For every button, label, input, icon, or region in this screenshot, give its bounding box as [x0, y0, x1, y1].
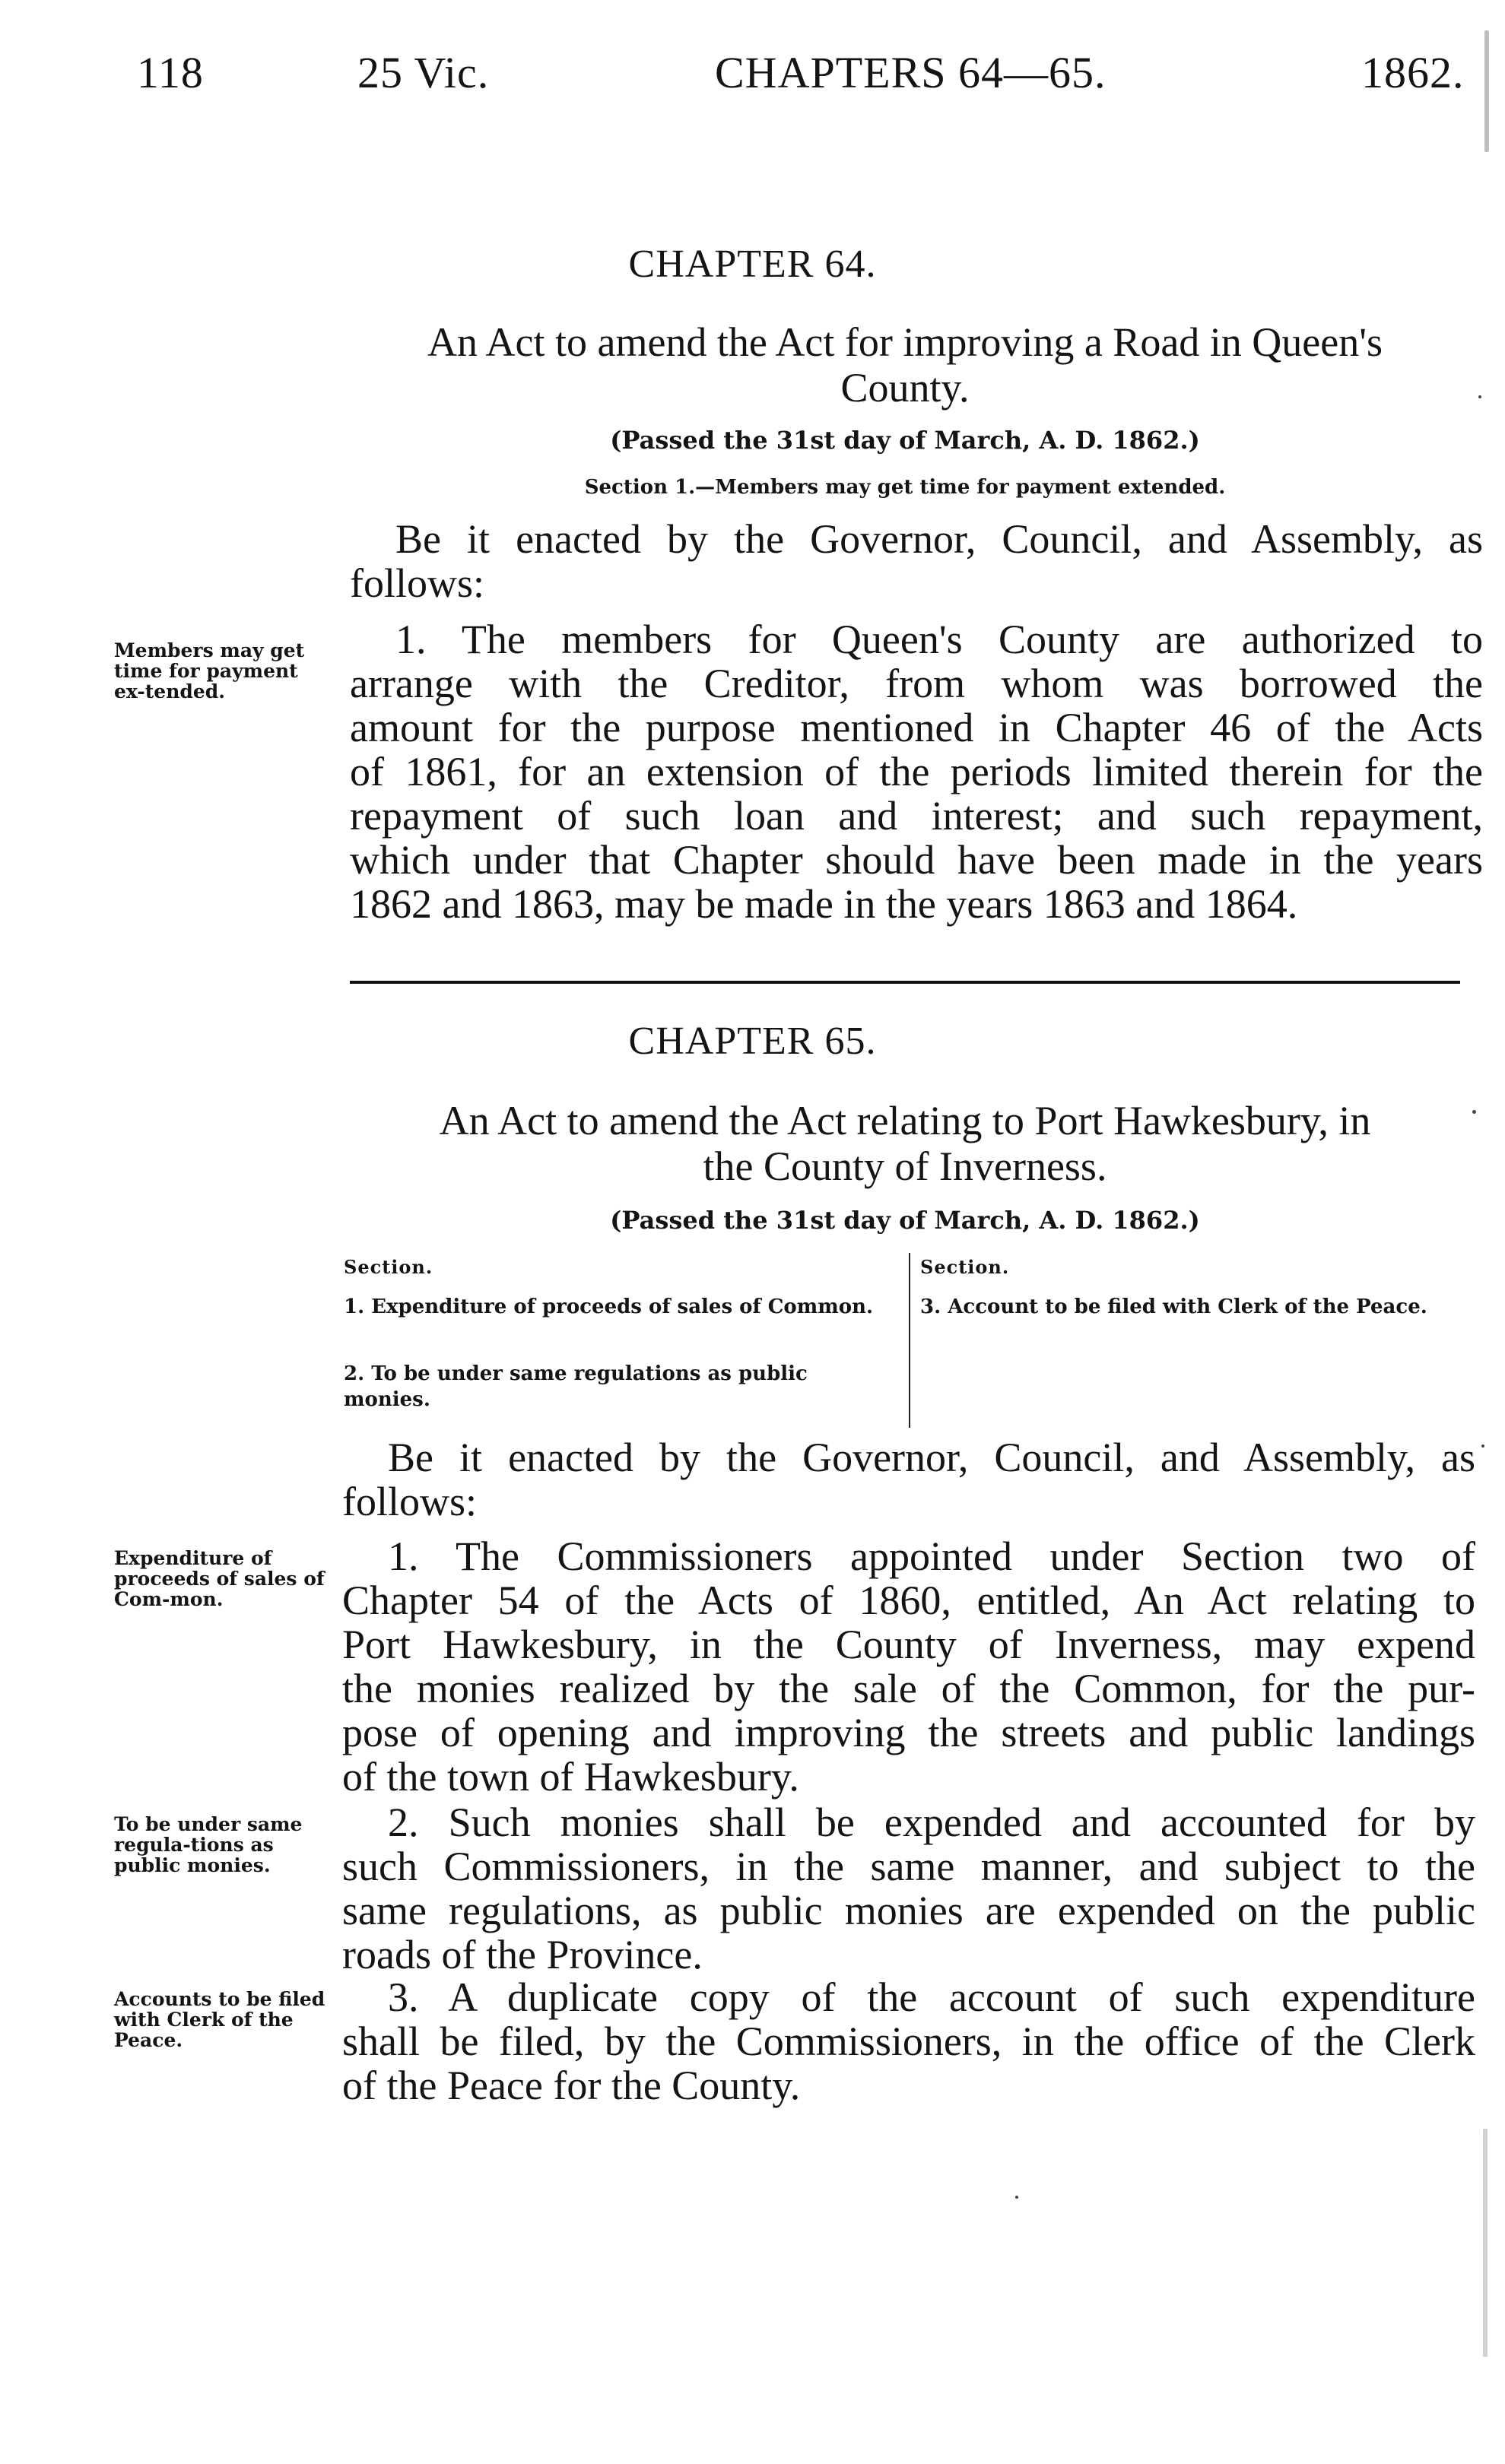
text-line: of 1861, for an extension of the periods limited therein for the	[350, 749, 1483, 794]
chapter-65-heading: CHAPTER 65.	[628, 1020, 877, 1063]
scan-artifact	[1484, 30, 1489, 152]
chapter-64-enacting-clause	[350, 517, 1483, 605]
scan-artifact	[1483, 2129, 1488, 2357]
text-line: Be it enacted by the Governor, Council, and Assembly, as	[388, 1435, 1475, 1480]
text-line: same regulations, as public monies are expended on the public	[342, 1888, 1475, 1933]
text-line: 1862 and 1863, may be made in the years 1863 and 1864.	[350, 881, 1298, 927]
text-line: Be it enacted by the Governor, Council, and Assembly, as	[395, 516, 1483, 562]
text-line: arrange with the Creditor, from whom was borrowed the	[350, 661, 1483, 706]
chapter-65-passed-date: (Passed the 31st day of March, A. D. 1862.)	[610, 1206, 1200, 1235]
section-table-entry-3: 3. Account to be filed with Clerk of the Peace.	[920, 1295, 1427, 1318]
margin-note-expenditure: Expenditure of proceeds of sales of Com-mon.	[114, 1547, 325, 1610]
chapter-divider-rule	[350, 981, 1460, 984]
text-line: Chapter 54 of the Acts of 1860, entitled, An Act relating to	[342, 1578, 1475, 1623]
chapter-65-section-2	[342, 1800, 1475, 1977]
text-line: 1. The members for Queen's County are authorized to	[395, 617, 1483, 662]
section-table-entry-1: 1. Expenditure of proceeds of sales of Common.	[344, 1295, 874, 1318]
chapter-65-section-3	[342, 1975, 1475, 2107]
margin-note-members-time: Members may get time for payment ex-tended.	[114, 639, 305, 702]
text-line: of the Peace for the County.	[342, 2063, 801, 2108]
scan-artifact	[1472, 1110, 1476, 1114]
text-line: follows:	[342, 1479, 478, 1524]
chapter-65-section-1	[342, 1534, 1475, 1799]
running-chapters: CHAPTERS 64—65.	[715, 48, 1107, 97]
margin-note-accounts: Accounts to be filed with Clerk of the Peace.	[114, 1988, 325, 2051]
text-line: the monies realized by the sale of the Common, for the pur-	[342, 1666, 1475, 1711]
regnal-year: 25 Vic.	[357, 48, 490, 97]
text-line: 1. The Commissioners appointed under Section two of	[388, 1533, 1475, 1579]
text-line: amount for the purpose mentioned in Chapter 46 of the Acts	[350, 705, 1483, 750]
chapter-64-title-line-2: County.	[840, 365, 970, 411]
text-line: roads of the Province.	[342, 1932, 703, 1977]
text-line: shall be filed, by the Commissioners, in the office of the Clerk	[342, 2018, 1475, 2064]
text-line: which under that Chapter should have been made in the years	[350, 837, 1483, 883]
margin-note-regulations: To be under same regula-tions as public monies.	[114, 1813, 303, 1876]
section-table-divider	[909, 1253, 910, 1428]
section-table-left-label: Section.	[344, 1256, 433, 1278]
scan-artifact	[1478, 395, 1481, 398]
scan-artifact	[1481, 1444, 1484, 1448]
text-line: repayment of such loan and interest; and such repayment,	[350, 793, 1483, 839]
scan-artifact	[1015, 2196, 1018, 2199]
text-line: of the town of Hawkesbury.	[342, 1754, 799, 1800]
text-line: pose of opening and improving the streets and public landings	[342, 1710, 1475, 1755]
chapter-64-section-1	[350, 617, 1483, 926]
text-line: such Commissioners, in the same manner, and subject to the	[342, 1844, 1475, 1889]
chapter-64-passed-date: (Passed the 31st day of March, A. D. 1862.)	[610, 426, 1200, 455]
section-table-entry-2: 2. To be under same regulations as public monies.	[344, 1362, 808, 1411]
chapter-65-title-line-2: the County of Inverness.	[703, 1143, 1107, 1189]
chapter-65-enacting-clause	[342, 1435, 1475, 1524]
chapter-65-title-line-1: An Act to amend the Act relating to Port Hawkesbury, in	[439, 1098, 1371, 1143]
text-line: follows:	[350, 560, 485, 606]
page-number: 118	[137, 48, 204, 97]
text-line: Port Hawkesbury, in the County of Inverness, may expend	[342, 1622, 1475, 1667]
text-line: 3. A duplicate copy of the account of such expenditure	[388, 1974, 1475, 2020]
chapter-64-heading: CHAPTER 64.	[628, 243, 877, 286]
chapter-64-title-line-1: An Act to amend the Act for improving a Road in Queen's	[427, 319, 1383, 365]
section-table-right-label: Section.	[920, 1256, 1010, 1278]
text-line: 2. Such monies shall be expended and accounted for by	[388, 1800, 1475, 1845]
chapter-65-title	[335, 1098, 1475, 1189]
chapter-64-title	[335, 319, 1475, 411]
chapter-64-section-summary: Section 1.—Members may get time for payment extended.	[584, 476, 1226, 499]
running-year: 1862.	[1361, 48, 1465, 97]
